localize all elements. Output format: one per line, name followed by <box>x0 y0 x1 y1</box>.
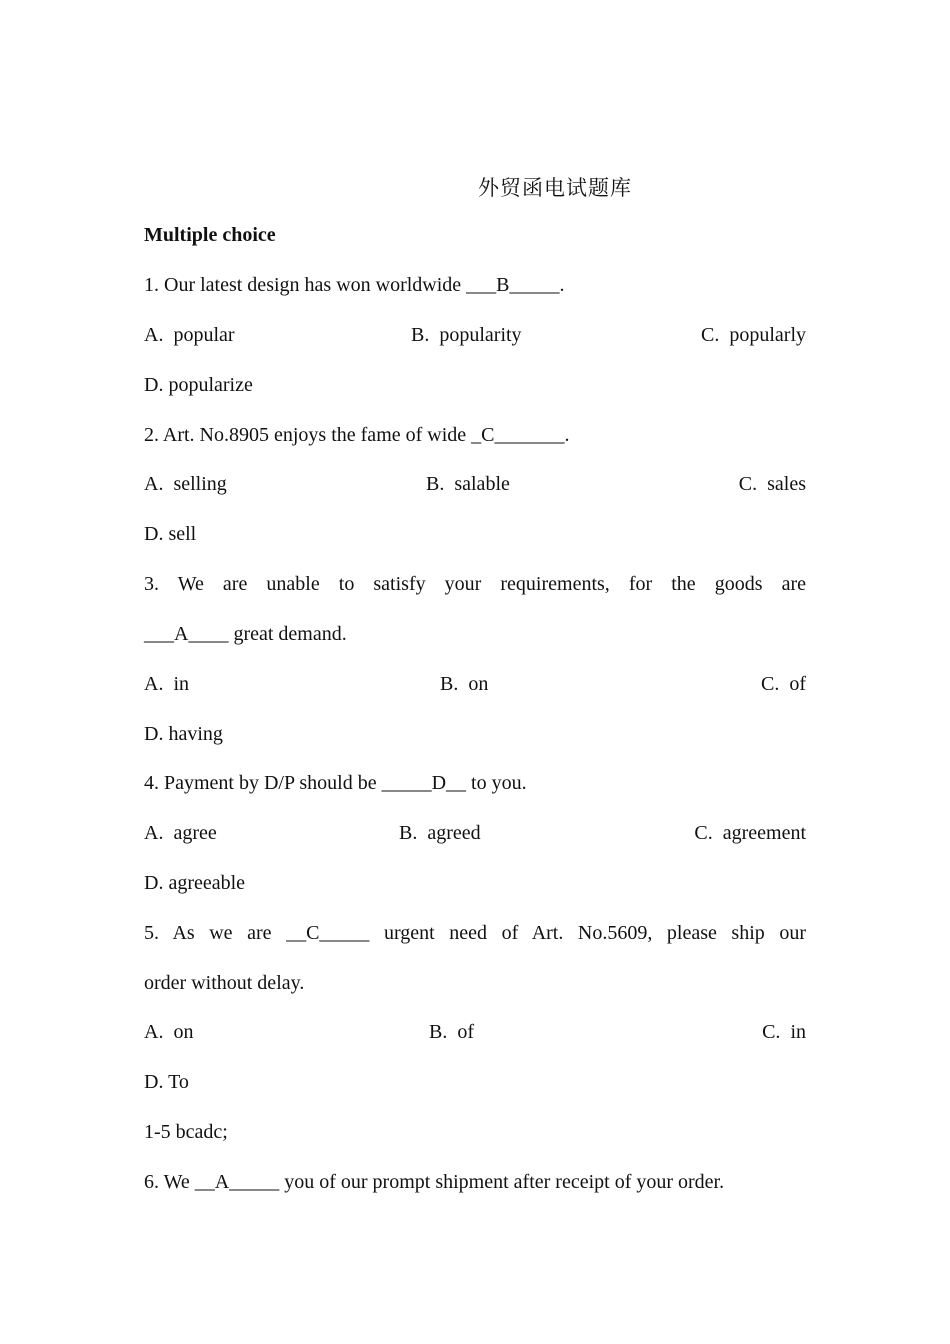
option-text: of <box>789 673 806 695</box>
option-a <box>144 470 227 498</box>
answer-key: 1-5 bcadc; <box>144 1121 228 1143</box>
option-text: popular <box>173 324 235 346</box>
option-text: popularly <box>729 324 806 346</box>
option-c <box>739 470 806 498</box>
question-3-stem-line-1: 3. We are unable to satisfy your requirements, for the goods are <box>144 573 806 595</box>
option-label: C. <box>694 822 713 844</box>
option-label: A. <box>144 673 164 695</box>
option-text: in <box>790 1021 806 1043</box>
option-c <box>694 819 806 847</box>
option-c <box>762 1018 806 1046</box>
option-text: sales <box>767 473 806 495</box>
question-5-stem-line-1: 5. As we are __C_____ urgent need of Art. No.5609, please ship our <box>144 922 806 944</box>
option-label: C. <box>738 473 758 495</box>
question-1-option-d: D. popularize <box>144 374 253 396</box>
option-b <box>411 321 522 349</box>
question-3-option-d: D. having <box>144 723 223 745</box>
option-label: C. <box>701 324 720 346</box>
option-label: C. <box>762 1021 781 1043</box>
question-2-stem: 2. Art. No.8905 enjoys the fame of wide _C_______. <box>144 424 570 446</box>
option-text: on <box>468 673 489 695</box>
option-a <box>144 819 217 847</box>
option-a <box>144 670 189 698</box>
option-b <box>426 470 510 498</box>
question-4-option-d: D. agreeable <box>144 872 246 894</box>
option-c <box>761 670 806 698</box>
option-c <box>701 321 806 349</box>
option-b <box>429 1018 474 1046</box>
option-text: of <box>457 1021 475 1043</box>
option-label: A. <box>144 1021 164 1043</box>
option-label: B. <box>426 473 445 495</box>
option-label: A. <box>144 822 164 844</box>
option-b <box>440 670 488 698</box>
option-label: A. <box>144 324 164 346</box>
option-b <box>399 819 481 847</box>
option-text: on <box>173 1021 194 1043</box>
option-text: salable <box>454 473 510 495</box>
option-label: C. <box>760 673 780 695</box>
section-heading: Multiple choice <box>144 224 276 246</box>
option-text: agreement <box>722 822 806 844</box>
option-label: B. <box>429 1021 448 1043</box>
question-5-option-d: D. To <box>144 1071 189 1093</box>
option-label: B. <box>399 822 418 844</box>
option-text: selling <box>173 473 227 495</box>
option-a <box>144 321 235 349</box>
option-text: agreed <box>427 822 481 844</box>
question-3-stem-line-2: ___A____ great demand. <box>144 623 347 645</box>
option-label: A. <box>144 473 164 495</box>
option-text: in <box>173 673 190 695</box>
page-title: 外贸函电试题库 <box>478 176 632 200</box>
option-label: B. <box>411 324 430 346</box>
option-text: agree <box>173 822 217 844</box>
question-5-stem-line-2: order without delay. <box>144 972 305 994</box>
option-label: B. <box>440 673 459 695</box>
question-1-stem: 1. Our latest design has won worldwide ___B_____. <box>144 274 565 296</box>
option-text: popularity <box>439 324 522 346</box>
question-2-option-d: D. sell <box>144 523 197 545</box>
question-6-stem: 6. We __A_____ you of our prompt shipment after receipt of your order. <box>144 1171 725 1193</box>
question-4-stem: 4. Payment by D/P should be _____D__ to you. <box>144 772 527 794</box>
option-a <box>144 1018 193 1046</box>
